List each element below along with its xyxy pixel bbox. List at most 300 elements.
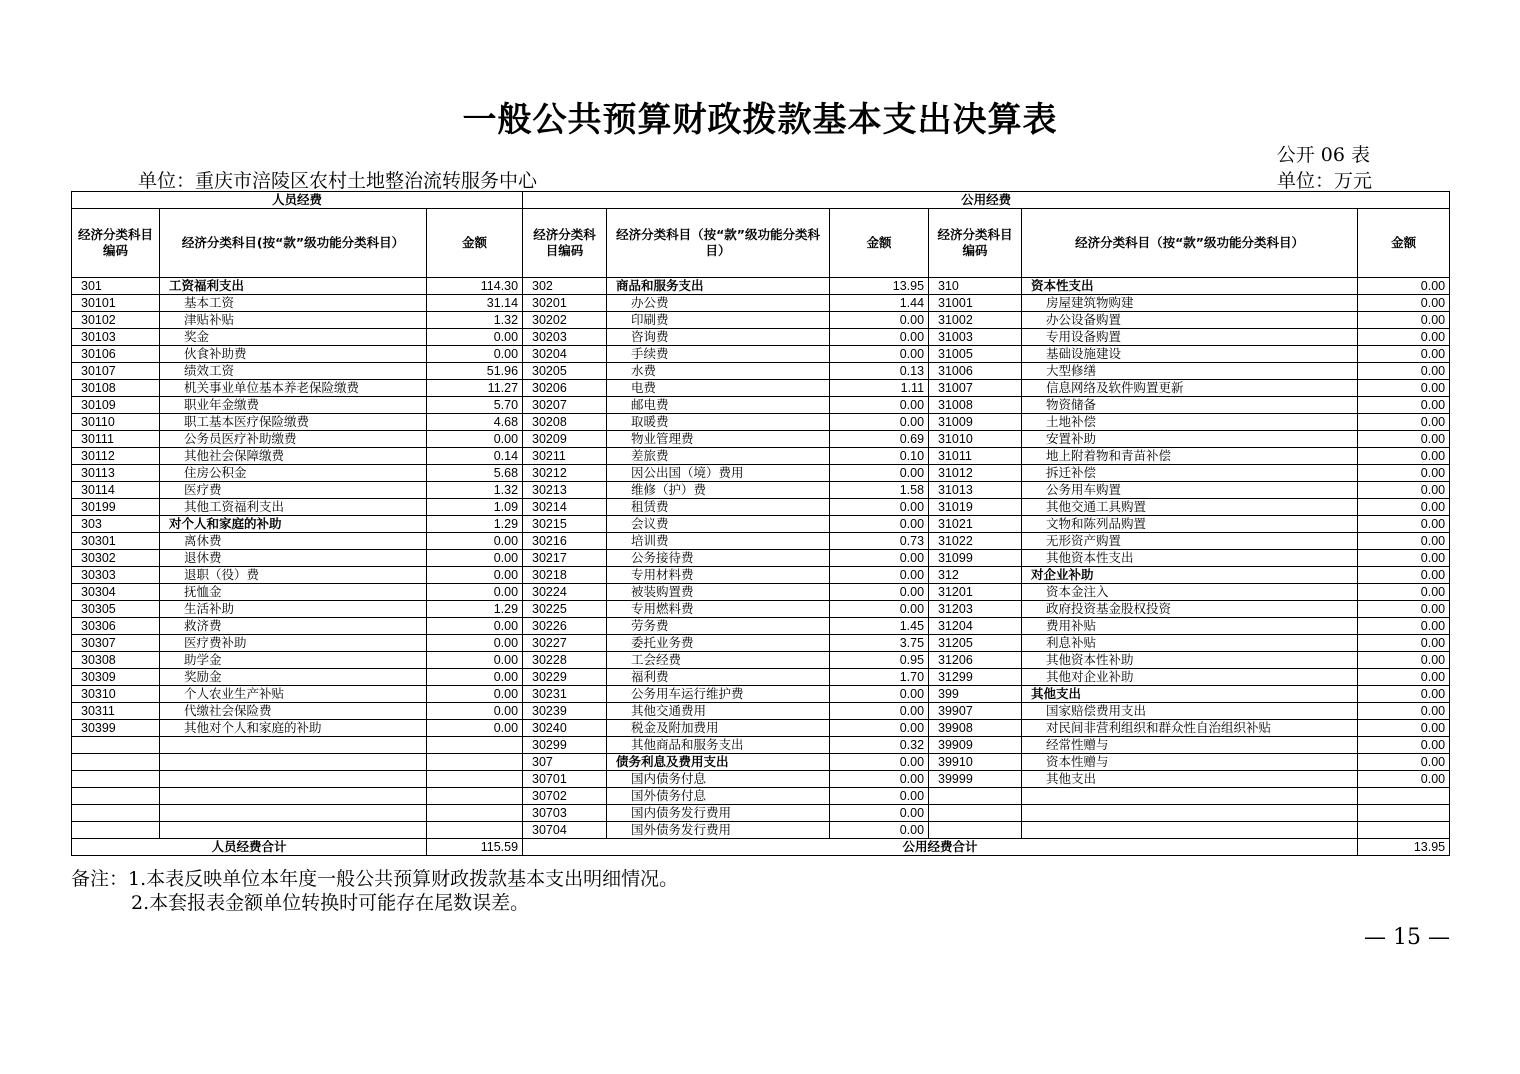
cell-name: 其他资本性补助	[1022, 652, 1358, 669]
cell-name: 退职（役）费	[160, 567, 427, 584]
cell-code: 31012	[929, 465, 1022, 482]
cell-name: 取暖费	[607, 414, 830, 431]
cell-name: 机关事业单位基本养老保险缴费	[160, 380, 427, 397]
cell-amount: 13.95	[830, 278, 929, 295]
cell-code: 30226	[523, 618, 607, 635]
cell-code: 31001	[929, 295, 1022, 312]
cell-amount: 0.00	[830, 584, 929, 601]
cell-amount: 3.75	[830, 635, 929, 652]
cell-name: 国内债务发行费用	[607, 805, 830, 822]
cell-code: 312	[929, 567, 1022, 584]
cell-name: 公务员医疗补助缴费	[160, 431, 427, 448]
cell-code: 30107	[72, 363, 160, 380]
cell-amount: 0.95	[830, 652, 929, 669]
cell-amount: 4.68	[427, 414, 523, 431]
table-row	[72, 431, 1450, 448]
cell-code: 30205	[523, 363, 607, 380]
cell-name: 因公出国（境）费用	[607, 465, 830, 482]
table-row	[72, 669, 1450, 686]
cell-amount: 0.00	[1358, 533, 1450, 550]
page-number: — 15 —	[1364, 925, 1450, 950]
cell-code: 31003	[929, 329, 1022, 346]
cell-code: 30224	[523, 584, 607, 601]
header-name-public: 经济分类科目（按“款”级功能分类科目）	[607, 209, 830, 278]
cell-code: 30701	[523, 771, 607, 788]
cell-amount: 0.00	[1358, 346, 1450, 363]
cell-name: 房屋建筑物购建	[1022, 295, 1358, 312]
table-row	[72, 363, 1450, 380]
cell-name: 咨询费	[607, 329, 830, 346]
cell-amount: 0.00	[1358, 448, 1450, 465]
cell-name	[160, 771, 427, 788]
cell-name: 专用材料费	[607, 567, 830, 584]
cell-code: 30213	[523, 482, 607, 499]
cell-code: 30225	[523, 601, 607, 618]
cell-code: 31013	[929, 482, 1022, 499]
cell-amount: 1.29	[427, 516, 523, 533]
cell-name: 邮电费	[607, 397, 830, 414]
cell-code: 39910	[929, 754, 1022, 771]
cell-name	[1022, 805, 1358, 822]
cell-code: 30307	[72, 635, 160, 652]
cell-amount: 0.73	[830, 533, 929, 550]
header-code: 经济分类科目编码	[929, 209, 1022, 278]
cell-name: 其他社会保障缴费	[160, 448, 427, 465]
cell-name: 津贴补贴	[160, 312, 427, 329]
cell-code	[72, 737, 160, 754]
cell-amount: 0.00	[1358, 601, 1450, 618]
cell-code: 31005	[929, 346, 1022, 363]
cell-code: 31206	[929, 652, 1022, 669]
table-row	[72, 686, 1450, 703]
cell-name	[160, 754, 427, 771]
table-row	[72, 652, 1450, 669]
cell-name: 其他交通费用	[607, 703, 830, 720]
cell-code: 30113	[72, 465, 160, 482]
header-code: 经济分类科目编码	[72, 209, 160, 278]
table-row	[72, 550, 1450, 567]
cell-code: 30203	[523, 329, 607, 346]
cell-code: 30308	[72, 652, 160, 669]
cell-amount: 1.29	[427, 601, 523, 618]
cell-amount: 0.00	[1358, 635, 1450, 652]
cell-code: 30111	[72, 431, 160, 448]
cell-name: 生活补助	[160, 601, 427, 618]
table-row	[72, 312, 1450, 329]
cell-amount: 0.00	[427, 635, 523, 652]
cell-code	[72, 754, 160, 771]
cell-code	[929, 822, 1022, 839]
cell-amount	[1358, 788, 1450, 805]
cell-name: 抚恤金	[160, 584, 427, 601]
cell-code: 30231	[523, 686, 607, 703]
cell-code: 31203	[929, 601, 1022, 618]
table-row	[72, 465, 1450, 482]
cell-name: 费用补贴	[1022, 618, 1358, 635]
cell-amount: 0.00	[1358, 737, 1450, 754]
cell-code: 30309	[72, 669, 160, 686]
table-row	[72, 329, 1450, 346]
cell-code: 39908	[929, 720, 1022, 737]
cell-name	[1022, 788, 1358, 805]
cell-name	[160, 805, 427, 822]
cell-code: 30310	[72, 686, 160, 703]
cell-code: 30227	[523, 635, 607, 652]
cell-amount: 1.70	[830, 669, 929, 686]
cell-name: 商品和服务支出	[607, 278, 830, 295]
cell-name: 伙食补助费	[160, 346, 427, 363]
cell-code: 31006	[929, 363, 1022, 380]
cell-amount: 0.14	[427, 448, 523, 465]
cell-amount: 0.00	[427, 618, 523, 635]
cell-name: 资本性支出	[1022, 278, 1358, 295]
cell-name: 代缴社会保险费	[160, 703, 427, 720]
cell-amount	[427, 737, 523, 754]
table-row	[72, 720, 1450, 737]
table-row	[72, 584, 1450, 601]
cell-code: 30206	[523, 380, 607, 397]
cell-code: 30305	[72, 601, 160, 618]
cell-code: 303	[72, 516, 160, 533]
cell-code: 30703	[523, 805, 607, 822]
cell-name: 办公设备购置	[1022, 312, 1358, 329]
cell-code	[929, 805, 1022, 822]
cell-amount: 31.14	[427, 295, 523, 312]
total-personnel-label: 人员经费合计	[72, 839, 427, 856]
cell-name: 大型修缮	[1022, 363, 1358, 380]
cell-name: 税金及附加费用	[607, 720, 830, 737]
cell-amount: 1.32	[427, 482, 523, 499]
table-row	[72, 414, 1450, 431]
cell-amount: 0.00	[1358, 329, 1450, 346]
table-row	[72, 533, 1450, 550]
currency-unit: 单位：万元	[1276, 170, 1372, 192]
cell-name	[160, 822, 427, 839]
cell-name: 奖励金	[160, 669, 427, 686]
cell-code: 30702	[523, 788, 607, 805]
cell-amount: 0.00	[1358, 516, 1450, 533]
cell-name: 医疗费补助	[160, 635, 427, 652]
cell-name: 助学金	[160, 652, 427, 669]
cell-code: 30108	[72, 380, 160, 397]
cell-amount: 0.00	[830, 465, 929, 482]
cell-amount: 0.00	[1358, 414, 1450, 431]
cell-code: 30114	[72, 482, 160, 499]
total-personnel-amount: 115.59	[427, 839, 523, 856]
header-amount: 金额	[427, 209, 523, 278]
cell-amount: 0.00	[427, 346, 523, 363]
cell-amount: 11.27	[427, 380, 523, 397]
cell-code: 30240	[523, 720, 607, 737]
cell-name: 被装购置费	[607, 584, 830, 601]
cell-amount: 1.32	[427, 312, 523, 329]
cell-code	[72, 805, 160, 822]
cell-name: 办公费	[607, 295, 830, 312]
cell-amount: 0.00	[830, 329, 929, 346]
cell-name: 物资储备	[1022, 397, 1358, 414]
cell-code: 30302	[72, 550, 160, 567]
cell-name: 劳务费	[607, 618, 830, 635]
cell-code: 30239	[523, 703, 607, 720]
table-row	[72, 618, 1450, 635]
table-row	[72, 788, 1450, 805]
cell-amount: 0.00	[830, 397, 929, 414]
cell-amount	[427, 754, 523, 771]
cell-code: 30306	[72, 618, 160, 635]
cell-code: 30215	[523, 516, 607, 533]
cell-amount: 0.00	[1358, 550, 1450, 567]
cell-name: 土地补偿	[1022, 414, 1358, 431]
cell-code: 31204	[929, 618, 1022, 635]
cell-amount: 0.00	[1358, 720, 1450, 737]
cell-name: 租赁费	[607, 499, 830, 516]
cell-amount: 1.09	[427, 499, 523, 516]
cell-code: 30199	[72, 499, 160, 516]
cell-amount: 0.00	[1358, 482, 1450, 499]
cell-amount: 0.00	[1358, 278, 1450, 295]
table-row	[72, 295, 1450, 312]
cell-code: 30204	[523, 346, 607, 363]
table-row	[72, 482, 1450, 499]
cell-amount: 0.00	[1358, 584, 1450, 601]
cell-name: 离休费	[160, 533, 427, 550]
cell-amount: 5.68	[427, 465, 523, 482]
cell-amount: 0.00	[1358, 618, 1450, 635]
cell-amount: 0.00	[830, 567, 929, 584]
cell-name: 住房公积金	[160, 465, 427, 482]
cell-amount: 0.00	[1358, 465, 1450, 482]
cell-code: 30211	[523, 448, 607, 465]
cell-amount: 0.00	[830, 720, 929, 737]
cell-code: 31007	[929, 380, 1022, 397]
cell-amount: 0.00	[830, 754, 929, 771]
header-name-public: 经济分类科目（按“款”级功能分类科目）	[1022, 209, 1358, 278]
cell-name: 差旅费	[607, 448, 830, 465]
cell-amount: 0.00	[427, 567, 523, 584]
cell-name: 地上附着物和青苗补偿	[1022, 448, 1358, 465]
cell-amount: 0.00	[427, 431, 523, 448]
cell-amount: 0.00	[1358, 652, 1450, 669]
table-row	[72, 771, 1450, 788]
cell-code: 31008	[929, 397, 1022, 414]
cell-name: 培训费	[607, 533, 830, 550]
cell-amount: 0.00	[1358, 567, 1450, 584]
table-row	[72, 805, 1450, 822]
total-public-amount: 13.95	[1358, 839, 1450, 856]
cell-name: 拆迁补偿	[1022, 465, 1358, 482]
cell-amount: 0.00	[1358, 669, 1450, 686]
cell-amount: 1.44	[830, 295, 929, 312]
cell-name: 其他工资福利支出	[160, 499, 427, 516]
cell-amount	[427, 805, 523, 822]
cell-amount: 0.00	[830, 703, 929, 720]
cell-code: 30208	[523, 414, 607, 431]
cell-amount: 0.00	[427, 686, 523, 703]
cell-code: 30299	[523, 737, 607, 754]
cell-amount: 1.11	[830, 380, 929, 397]
cell-code: 30311	[72, 703, 160, 720]
cell-code: 30207	[523, 397, 607, 414]
cell-code: 39907	[929, 703, 1022, 720]
cell-code: 30704	[523, 822, 607, 839]
cell-code: 31009	[929, 414, 1022, 431]
cell-code: 31019	[929, 499, 1022, 516]
cell-name: 救济费	[160, 618, 427, 635]
cell-code: 31299	[929, 669, 1022, 686]
cell-amount: 0.00	[427, 703, 523, 720]
cell-amount	[1358, 805, 1450, 822]
cell-name: 经常性赠与	[1022, 737, 1358, 754]
cell-name: 安置补助	[1022, 431, 1358, 448]
cell-code: 30399	[72, 720, 160, 737]
cell-code: 39909	[929, 737, 1022, 754]
cell-code: 399	[929, 686, 1022, 703]
table-row	[72, 567, 1450, 584]
cell-amount: 0.00	[830, 601, 929, 618]
cell-code: 30110	[72, 414, 160, 431]
cell-amount: 51.96	[427, 363, 523, 380]
cell-amount: 0.00	[830, 312, 929, 329]
cell-amount	[427, 788, 523, 805]
cell-amount: 0.00	[830, 346, 929, 363]
cell-amount	[1358, 822, 1450, 839]
cell-name: 基础设施建设	[1022, 346, 1358, 363]
cell-amount	[427, 771, 523, 788]
cell-amount: 0.00	[427, 652, 523, 669]
cell-name: 国家赔偿费用支出	[1022, 703, 1358, 720]
cell-code: 31099	[929, 550, 1022, 567]
section-personnel: 人员经费	[72, 192, 523, 209]
cell-name: 物业管理费	[607, 431, 830, 448]
cell-name: 其他对企业补助	[1022, 669, 1358, 686]
cell-amount: 0.00	[830, 822, 929, 839]
cell-amount: 0.00	[830, 550, 929, 567]
cell-code	[72, 771, 160, 788]
cell-code: 310	[929, 278, 1022, 295]
cell-name: 债务利息及费用支出	[607, 754, 830, 771]
cell-code	[929, 788, 1022, 805]
cell-name: 国外债务发行费用	[607, 822, 830, 839]
cell-name: 职业年金缴费	[160, 397, 427, 414]
cell-name: 公务接待费	[607, 550, 830, 567]
table-row	[72, 346, 1450, 363]
table-row	[72, 516, 1450, 533]
cell-name: 个人农业生产补贴	[160, 686, 427, 703]
cell-code: 30102	[72, 312, 160, 329]
cell-name: 印刷费	[607, 312, 830, 329]
cell-amount: 0.13	[830, 363, 929, 380]
table-row	[72, 754, 1450, 771]
cell-name: 手续费	[607, 346, 830, 363]
cell-code	[72, 788, 160, 805]
cell-code: 30202	[523, 312, 607, 329]
cell-code: 30229	[523, 669, 607, 686]
section-header-row	[72, 192, 1450, 209]
cell-name: 奖金	[160, 329, 427, 346]
cell-amount: 0.00	[427, 550, 523, 567]
cell-amount: 0.00	[1358, 499, 1450, 516]
cell-amount: 0.00	[830, 771, 929, 788]
cell-code: 30218	[523, 567, 607, 584]
table-row	[72, 499, 1450, 516]
table-row	[72, 822, 1450, 839]
cell-amount: 0.00	[830, 499, 929, 516]
cell-code: 30217	[523, 550, 607, 567]
cell-code: 30209	[523, 431, 607, 448]
cell-name: 利息补贴	[1022, 635, 1358, 652]
cell-name: 其他支出	[1022, 686, 1358, 703]
section-public: 公用经费	[523, 192, 1450, 209]
cell-code: 30216	[523, 533, 607, 550]
cell-code: 307	[523, 754, 607, 771]
cell-name: 会议费	[607, 516, 830, 533]
cell-amount: 0.00	[830, 516, 929, 533]
total-row	[72, 839, 1450, 856]
total-public-label: 公用经费合计	[523, 839, 1358, 856]
cell-name: 医疗费	[160, 482, 427, 499]
cell-code: 31022	[929, 533, 1022, 550]
cell-code: 30228	[523, 652, 607, 669]
cell-code: 30106	[72, 346, 160, 363]
cell-name: 职工基本医疗保险缴费	[160, 414, 427, 431]
cell-name: 对民间非营利组织和群众性自治组织补贴	[1022, 720, 1358, 737]
cell-amount: 0.00	[427, 669, 523, 686]
cell-code: 30212	[523, 465, 607, 482]
cell-amount: 0.00	[1358, 312, 1450, 329]
cell-amount: 0.00	[830, 788, 929, 805]
cell-amount: 0.00	[427, 533, 523, 550]
cell-amount: 0.00	[1358, 380, 1450, 397]
cell-amount: 114.30	[427, 278, 523, 295]
cell-amount: 0.00	[427, 720, 523, 737]
cell-name: 无形资产购置	[1022, 533, 1358, 550]
cell-code: 30214	[523, 499, 607, 516]
cell-name: 国外债务付息	[607, 788, 830, 805]
cell-amount: 0.00	[1358, 703, 1450, 720]
cell-code: 30304	[72, 584, 160, 601]
cell-code: 39999	[929, 771, 1022, 788]
cell-code: 31205	[929, 635, 1022, 652]
cell-amount: 0.00	[1358, 295, 1450, 312]
cell-code: 31201	[929, 584, 1022, 601]
cell-name: 对个人和家庭的补助	[160, 516, 427, 533]
cell-name	[160, 788, 427, 805]
cell-name: 信息网络及软件购置更新	[1022, 380, 1358, 397]
cell-amount: 1.58	[830, 482, 929, 499]
expenditure-table	[71, 191, 1450, 856]
table-row	[72, 601, 1450, 618]
cell-name: 国内债务付息	[607, 771, 830, 788]
header-code: 经济分类科目编码	[523, 209, 607, 278]
cell-amount: 0.00	[427, 584, 523, 601]
table-row	[72, 278, 1450, 295]
cell-name: 工资福利支出	[160, 278, 427, 295]
table-row	[72, 380, 1450, 397]
cell-amount: 0.32	[830, 737, 929, 754]
header-name-personnel: 经济分类科目(按“款”级功能分类科目）	[160, 209, 427, 278]
cell-name: 其他资本性支出	[1022, 550, 1358, 567]
cell-name: 退休费	[160, 550, 427, 567]
cell-amount: 0.00	[830, 414, 929, 431]
table-row	[72, 448, 1450, 465]
cell-name: 电费	[607, 380, 830, 397]
cell-name: 公务用车购置	[1022, 482, 1358, 499]
cell-name: 其他支出	[1022, 771, 1358, 788]
cell-name: 政府投资基金股权投资	[1022, 601, 1358, 618]
cell-amount: 0.00	[1358, 754, 1450, 771]
cell-code: 302	[523, 278, 607, 295]
cell-amount	[427, 822, 523, 839]
